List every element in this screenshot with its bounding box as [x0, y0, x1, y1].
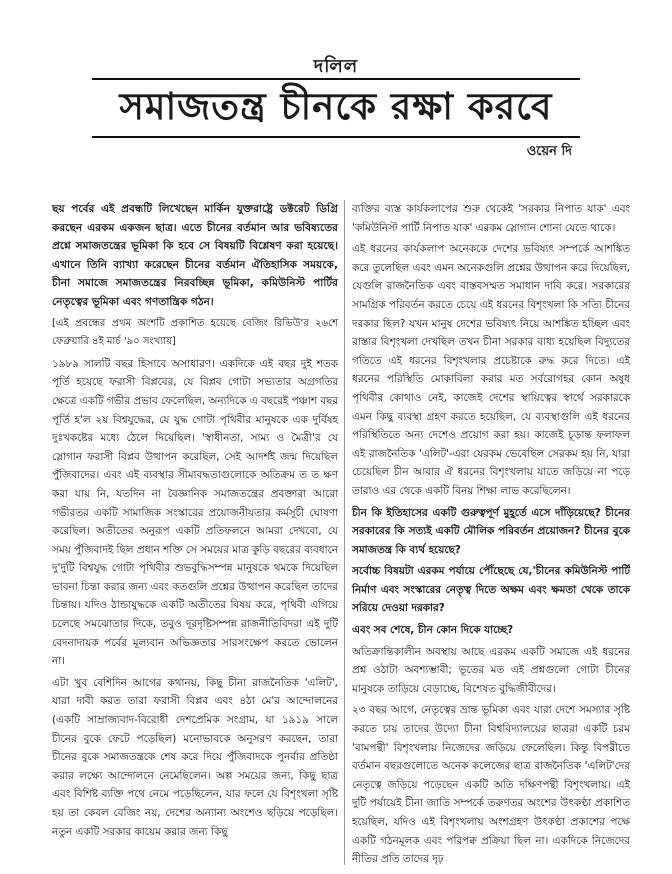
article-title: সমাজতন্ত্র চীনকে রক্ষা করবে — [119, 85, 553, 128]
question-paragraph: এবং সব শেষে, চীন কোন দিকে যাচ্ছে? — [352, 624, 514, 637]
body-paragraph: এটা খুব বেশিদিন আগের কথানয়, কিছু চীনা রাজনৈতিক 'এলিট', যারা দাবী করত তারা ফরাসী বিপ্লব এবং ৪ঠা মে'র আন্দোলনের (একটি সাম্রাজ্যবাদ-বিরোধী দেশপ্রেমিক সংগ্রাম, যা ১৯১৯ সালে চীনের বুকে ফেটে পড়েছিল) মনোভাবকে অনুসরণ করছেন, তারা চীনের বুকে সমাজতন্ত্রকে শেষ করে দিয়ে পুঁজিবাদকে পুনর্বার প্রতিষ্ঠা করার লক্ষ্যে আন্দোলনে নেমেছিলেন। অল্প সময়ের জন্য, কিছু ছাত্র এবং বিশিষ্ট ব্যক্তি পথে নেমে পড়েছিলেন, যার ফলে যে বিশৃংখলা সৃষ্টি হয় তা কেবল বেজিং নয়, দেশের অন্যান্য অংশেও ছড়িয়ে পড়েছিল। নতুন একটি সরকার কায়েম করার জন্য কিছু — [52, 676, 338, 838]
body-paragraph: ১৯৮৯ সালটি বছর হিসাবে অসাধারণ। একদিকে এই বছর দুই শতক পূর্তি হয়েছে ফরাসী বিপ্লবের, যে বিপ্লব গোটা সভ্যতার অগ্রগতির ক্ষেত্রে একটি গভীর প্রভাব ফেলেছিল, অন্যদিকে এ বছরেই পঞ্চাশ বছর পূর্তি হ'ল ২য় বিশ্বযুদ্ধের, যে যুদ্ধ গোটা পৃথিবীর মানুষকে এক দুর্বিষহ দুঃখকষ্টের মধ্যে ঠেলে দিয়েছিল। 'স্বাধীনতা, সাম্য ও মৈত্রী'র যে স্লোগান ফরাসী বিপ্লব উত্থাপন করেছিল, সেই আদর্শই জন্ম দিয়েছিল পুঁজিবাদের। এবং এই ব্যবস্থার সীমাবদ্ধতাগুলোকে অতিক্রম ত ত ক্ষণ করা যায় নি, যতদিন না বৈজ্ঞানিক সমাজতন্ত্রের প্রবক্তারা আরো গভীরতর একটি সামাজিক সংস্কারের প্রয়োজনীয়তার কর্মসূচী ঘোষণা করেছিল। অতীতের অনুরূপ একটি প্রতিফলনে আমরা দেখবো, যে সময় পুঁজিবাদই ছিল প্রধান শক্তি সে সময়ের মাত্র কুড়ি বছরের ব্যবধানে দু'দুটি বিশ্বযুদ্ধ গোটা পৃথিবীর শুভবুদ্ধিসম্পন্ন মানুষকে থমকে দিয়েছিল ভাবনা চিন্তা করার জন্য এবং কতগুলি প্রশ্নের উত্থাপন করেছিল তাদের চিন্তায়। যদিও ঠান্ডাযুদ্ধকে একটি অতীতের বিষয় করে, পৃথিবী এগিয়ে চলেছে সমঝোতার দিকে, তবুও দূরদৃষ্টিসম্পন্ন রাজনীতিবিদরা এই দুটি বেদনাদায়ক পর্বের মূল্যবান অভিজ্ঞতার সারসংক্ষেপ করতে ভোলেন না। — [52, 357, 339, 668]
title-rule-top — [92, 78, 580, 80]
question-paragraph: সর্বোচ্চ বিষয়টা এরকম পর্যায়ে পৌঁছেছে যে,'চীনের কমিউনিস্ট পার্টি নির্মাণ এবং সংস্কারের নেতৃত্ব দিতে অক্ষম এবং ক্ষমতা থেকে তাকে সরিয়ে দেওয়া দরকার? — [352, 565, 630, 615]
body-paragraph: এই ধরনের কার্যকলাপ অনেককে দেশের ভবিষ্যৎ সম্পর্কে আশঙ্কিত করে তুলেছিল এবং এমন অনেকগুলি প্রশ্নের উত্থাপন করে দিয়েছিল, যেগুলি রাজনৈতিক এবং বাস্তবসম্মত সমাধান দাবি করে। সরকারের সামগ্রিক পরিবর্তন করতে চেয়ে এই ধরনের বিশৃংখলা কি সত্যি চীনের দরকার ছিল? যখন মানুষ দেশের ভবিষ্যৎ নিয়ে আশঙ্কিত হচ্ছিল এবং রাস্তার বিশৃংখলা দেখছিল তখন চীনা সরকার বাধ্য হয়েছিল বিদ্যুতের গতিতে এই ধরনের বিশৃংখলার প্রচেষ্টাকে রুদ্ধ করে দিতে। এই ধরনের পরিস্থিতি মোকাবিলা করার মত সর্বরোগহর কোন অষুধ পৃথিবীর কোথাও নেই, কাজেই দেশের স্থায়িত্বের স্বার্থে সরকারকে এমন কিছু ব্যবস্থা গ্রহণ করতে হয়েছিল, যে ব্যবস্থাগুলি এই ধরনের পরিস্থিতিতে অন্য দেশেও প্রয়োগ করা হয়। কাজেই চূড়ান্ত ফলাফল এই রাজনৈতিক 'এলিট'-এরা যেরকম ভেবেছিল সেরকম হয় নি, যারা চেয়েছিল চীন আবার ঐ ধরনের বিশৃংখলায় যাতে জড়িয়ে না পড়ে তারাও এর থেকে একটি বিনয় শিক্ষা লাভ করেছিলেন। — [352, 243, 630, 497]
intro-paragraph: ছয় পর্বের এই প্রবন্ধটি লিখেছেন মার্কিন যুক্তরাষ্ট্রে ডক্টরেট ডিগ্রি করছেন এরকম একজন ছাত্র। এতে চীনের বর্তমান আর ভবিষ্যতের প্রশ্নে সমাজতন্ত্রের ভূমিকা কি হবে সে বিষয়টি বিশ্লেষণ করা হয়েছে। এখানে তিনি ব্যাখ্যা করেছেন চীনের বর্তমান ঐতিহাসিক সময়কে, চীনা সমাজে সমাজতন্ত্রের নিরবচ্ছিন্ন ভূমিকা, কমিউনিস্ট পার্টির নেতৃত্বের ভূমিকা এবং গণতান্ত্রিক গঠন। — [52, 203, 338, 308]
right-column — [352, 200, 630, 872]
author-name: ওয়েন দি — [526, 144, 572, 159]
body-paragraph: অতিক্রান্তিকালীন অবস্থায় আছে এরকম একটি সমাজে এই ধরনের প্রশ্ন ওঠাটা অবশ্যম্ভাবী; ভূতের মত এই প্রশ্নগুলো গোটা চীনের মানুষকে তাড়িয়ে বেড়াচ্ছে, বিশেষত বুদ্ধিজীবীদের। — [352, 645, 630, 695]
section-label: দলিল — [313, 56, 359, 77]
body-paragraph: ২৩ বছর আগে, নেতৃত্বের ভ্রান্ত ভূমিকা এবং যারা দেশে সমস্যার সৃষ্টি করতে চায় তাদের উদ্যো চীনা বিশ্ববিদ্যালয়ের ছাত্ররা একটি চরম 'বামপন্থী' বিশৃংখলায় নিজেদের জড়িয়ে ফেলেছিল। কিন্তু বিপরীতে বর্তমান বছরগুলোতে অনেক কলেজের ছাত্র রাজনৈতিক 'এলিট'দের নেতৃত্বে জড়িয়ে পড়েছেন একটি অতি দক্ষিণপন্থী বিশৃংখলায়। এই দুটি পর্যায়েই চীনা জাতি সম্পর্কে তরুণতর অংশের উৎকণ্ঠা প্রকাশিত হয়েছিল, যদিও এই বিশৃংখলায় অংশগ্রহণ উৎকণ্ঠা প্রকাশের পক্ষে একটি গঠনমূলক এবং পরিপক্ব প্রক্রিয়া ছিল না। একদিকে নিজেদের নীতির প্রতি তাদের দৃঢ় — [352, 704, 630, 866]
body-paragraph: ব্যক্তির ব্যস্ত কার্যকলাপের শুরু থেকেই 'সরকার নিপাত যাক' এবং 'কমিউনিস্ট পার্টি নিপাত যাক' এরকম স্লোগান শোনা যেতে থাকে। — [352, 203, 630, 234]
question-paragraph: চীন কি ইতিহাসের একটি গুরুত্বপূর্ণ মুহূর্তে এসে দাঁড়িয়েছে? চীনের সরকারের কি সত্যই একটি মৌলিক পরিবর্তন প্রয়োজন? চীনের বুকে সমাজতন্ত্র কি ব্যর্থ হয়েছে? — [352, 506, 630, 556]
column-divider — [344, 200, 345, 865]
title-rule-bottom — [92, 136, 580, 138]
left-column — [52, 200, 338, 844]
publication-note: [এই প্রবন্ধের প্রথম অংশটি প্রকাশিত হয়েছে বেজিং রিভিউ'র ২৬শে ফেব্রুয়ারি ৪ই মার্চ '৯০ সংখ্যায়] — [52, 317, 338, 348]
